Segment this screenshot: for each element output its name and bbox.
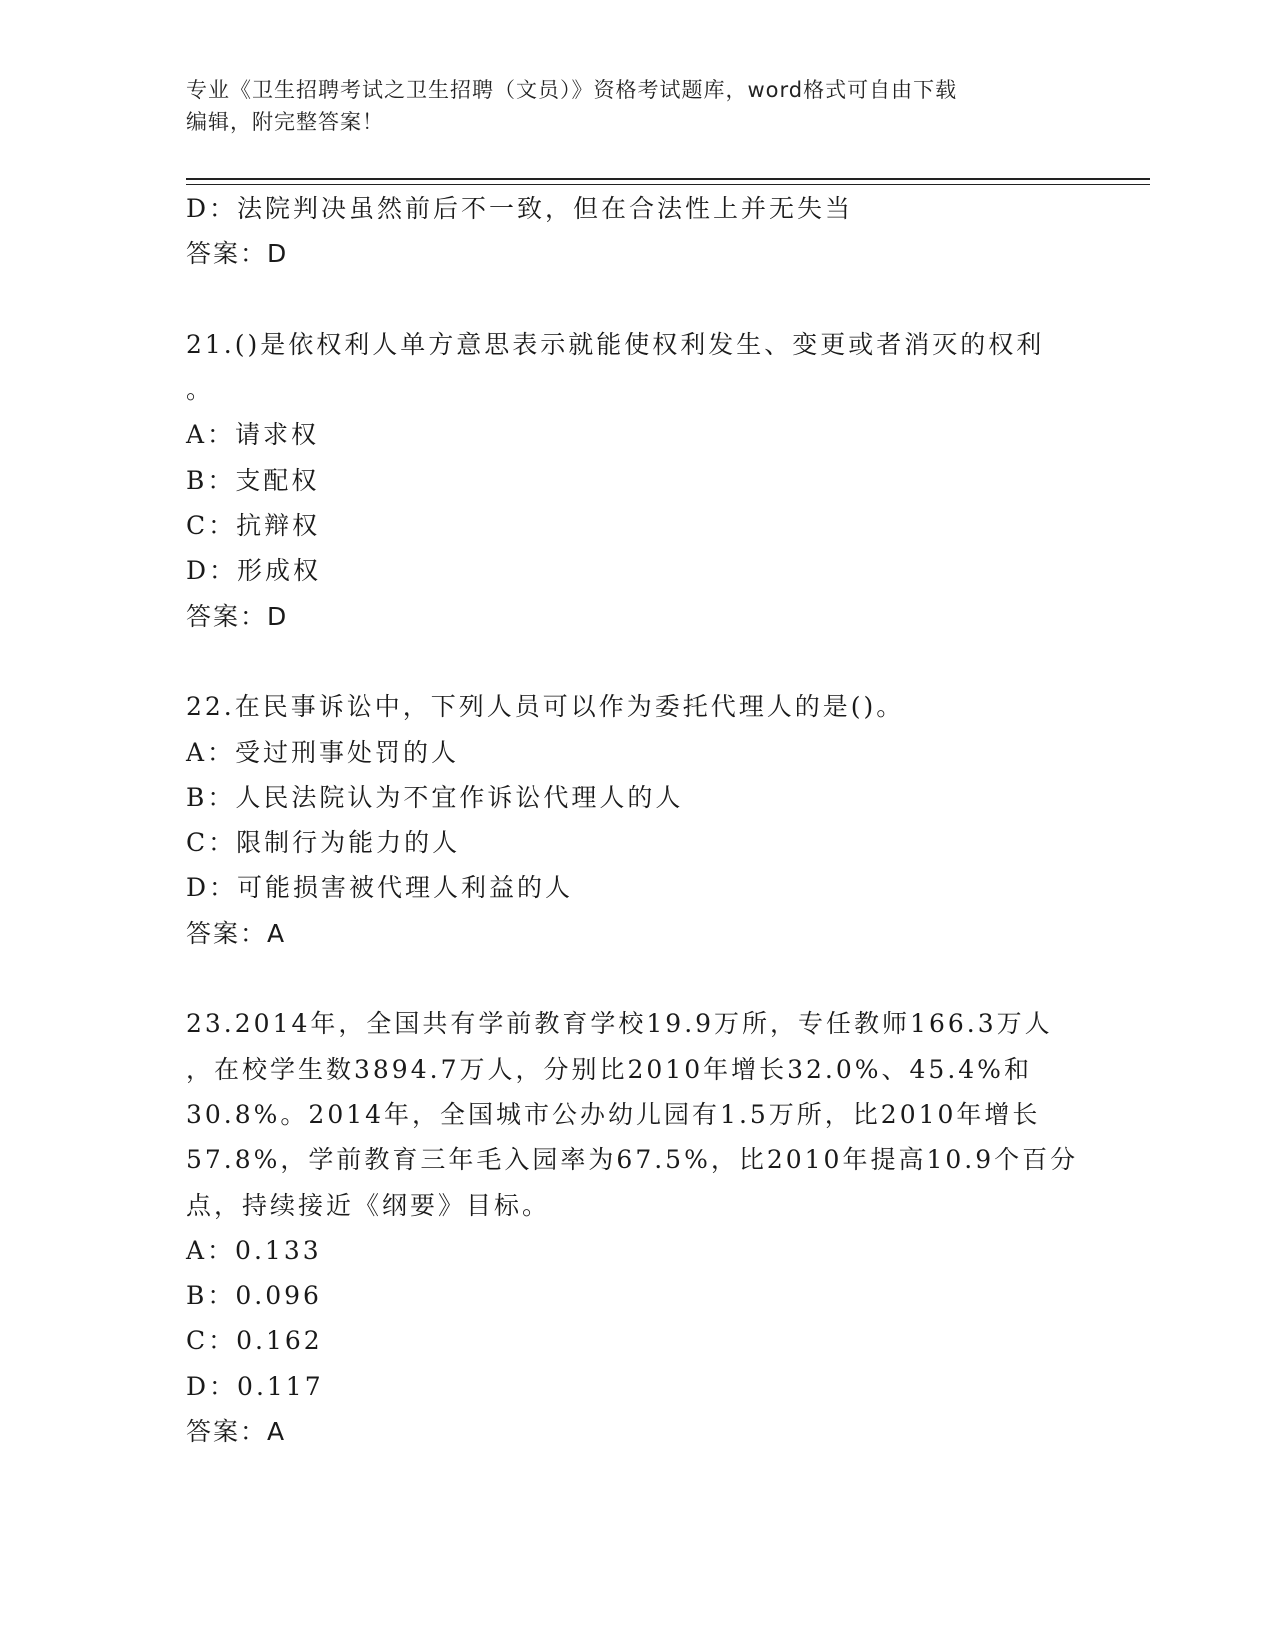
option-a: A：受过刑事处罚的人: [186, 737, 460, 767]
header-rule-thin: [186, 184, 1150, 185]
answer-line: 答案：A: [186, 1417, 287, 1447]
question-22-stem: 22.在民事诉讼中，下列人员可以作为委托代理人的是()。: [186, 692, 905, 722]
question-content: [186, 186, 1086, 1454]
answer-line: 答案：A: [186, 918, 287, 948]
question-23-stem-cont: 点，持续接近《纲要》目标。: [186, 1190, 551, 1220]
option-a: A：0.133: [186, 1235, 322, 1265]
spacer: [186, 277, 1086, 322]
answer-line: 答案：D: [186, 601, 289, 631]
question-23-stem-cont: 57.8%，学前教育三年毛入园率为67.5%，比2010年提高10.9个百分: [186, 1145, 1079, 1175]
spacer: [186, 956, 1086, 1001]
header-line-2: 编辑，附完整答案！: [186, 110, 384, 134]
option-c: C：限制行为能力的人: [186, 828, 461, 858]
question-23-stem-cont: 30.8%。2014年，全国城市公办幼儿园有1.5万所，比2010年增长: [186, 1099, 1041, 1129]
option-a: A：请求权: [186, 420, 320, 450]
header-rule-thick: [186, 178, 1150, 180]
spacer: [186, 639, 1086, 684]
option-b: B：支配权: [186, 465, 320, 495]
answer-line: 答案：D: [186, 239, 289, 269]
header-line-1: 专业《卫生招聘考试之卫生招聘（文员）》资格考试题库，word格式可自由下载: [186, 78, 958, 102]
option-c: C：0.162: [186, 1326, 323, 1356]
question-21-stem: 21.()是依权利人单方意思表示就能使权利发生、变更或者消灭的权利: [186, 329, 1045, 359]
option-d: D：可能损害被代理人利益的人: [186, 873, 574, 903]
option-d: D：法院判决虽然前后不一致，但在合法性上并无失当: [186, 194, 854, 223]
option-c: C：抗辩权: [186, 511, 321, 541]
option-b: B：0.096: [186, 1281, 322, 1311]
question-23-stem-cont: ，在校学生数3894.7万人，分别比2010年增长32.0%、45.4%和: [186, 1054, 1032, 1084]
option-d: D：0.117: [186, 1371, 324, 1401]
page-header: [186, 74, 1066, 138]
option-b: B：人民法院认为不宜作诉讼代理人的人: [186, 782, 684, 812]
question-23-stem: 23.2014年，全国共有学前教育学校19.9万所，专任教师166.3万人: [186, 1009, 1053, 1039]
question-21-stem-cont: 。: [186, 375, 215, 405]
option-d: D：形成权: [186, 556, 322, 586]
